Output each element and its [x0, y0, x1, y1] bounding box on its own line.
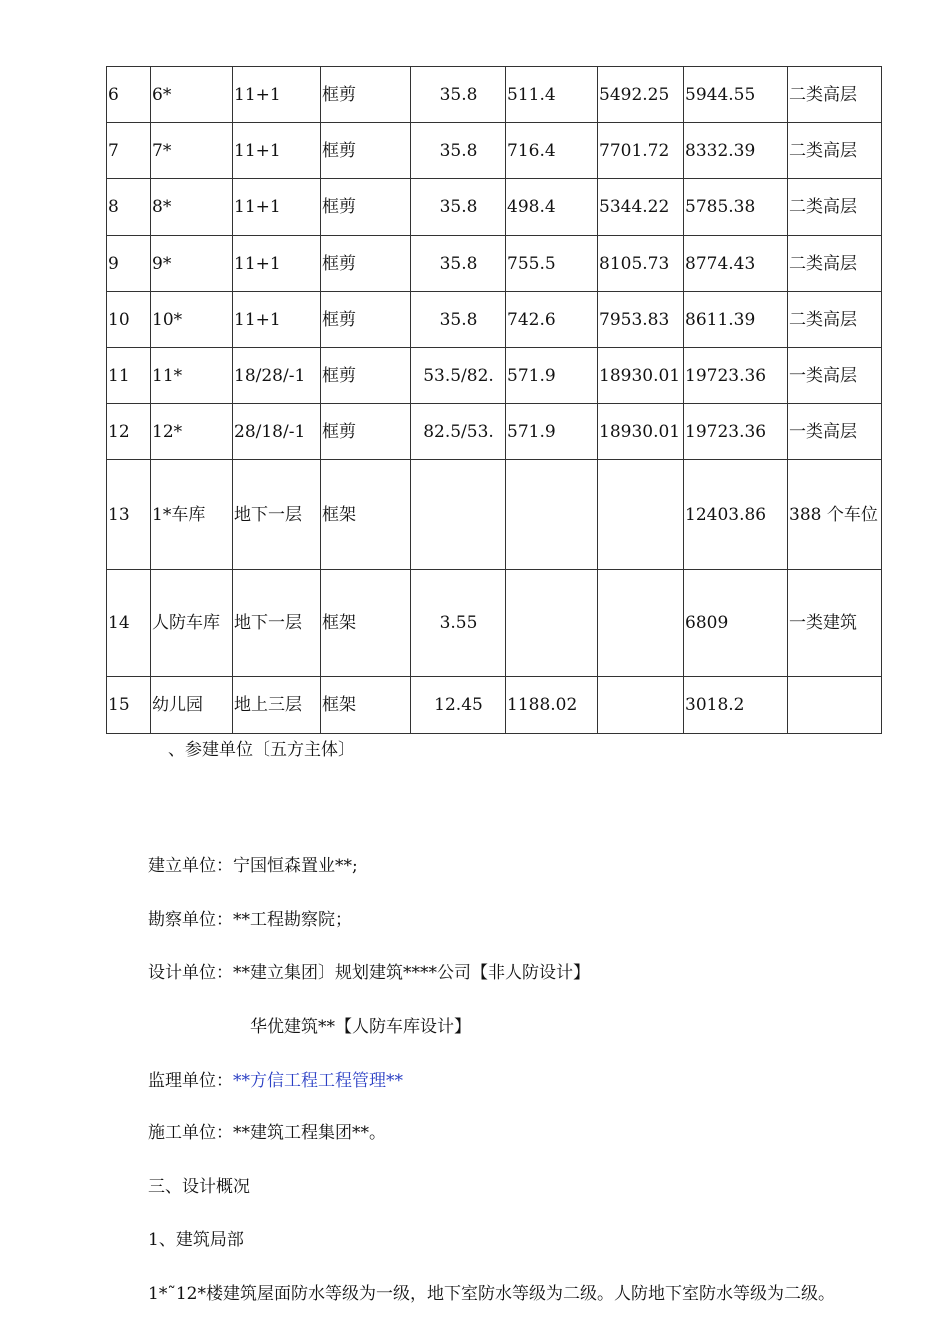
- cell-struct: 框架: [321, 677, 411, 734]
- cell-struct: 框剪: [321, 348, 411, 404]
- cell-category: [788, 677, 882, 734]
- cell-no: 11: [107, 348, 151, 404]
- cell-area-above: [598, 460, 684, 570]
- table-row: [107, 404, 882, 460]
- cell-bldg: 9*: [151, 236, 233, 292]
- cell-bldg: 1*车库: [151, 460, 233, 570]
- supervision-label: 监理单位：: [148, 1071, 233, 1091]
- cell-base-area: 498.4: [506, 179, 598, 236]
- supervision-unit: [148, 1066, 403, 1091]
- cell-total-area: 19723.36: [684, 348, 788, 404]
- cell-area-above: 7953.83: [598, 292, 684, 348]
- cell-floors: 28/18/-1: [233, 404, 321, 460]
- cell-area-above: 5344.22: [598, 179, 684, 236]
- cell-floors: 11+1: [233, 179, 321, 236]
- cell-category: 二类高层: [788, 67, 882, 123]
- cell-bldg: 10*: [151, 292, 233, 348]
- cell-base-area: 511.4: [506, 67, 598, 123]
- cell-floors: 18/28/-1: [233, 348, 321, 404]
- cell-base-area: [506, 570, 598, 677]
- cell-no: 7: [107, 123, 151, 179]
- cell-area-above: 7701.72: [598, 123, 684, 179]
- cell-height: 35.8: [411, 292, 506, 348]
- cell-floors: 地下一层: [233, 570, 321, 677]
- cell-base-area: 571.9: [506, 348, 598, 404]
- cell-struct: 框剪: [321, 123, 411, 179]
- cell-struct: 框剪: [321, 292, 411, 348]
- table-row: [107, 236, 882, 292]
- construction-unit: 施工单位：**建筑工程集团**。: [148, 1123, 386, 1143]
- cell-total-area: 6809: [684, 570, 788, 677]
- cell-no: 14: [107, 570, 151, 677]
- table-row: [107, 67, 882, 123]
- cell-total-area: 8774.43: [684, 236, 788, 292]
- cell-no: 15: [107, 677, 151, 734]
- cell-category: 一类高层: [788, 404, 882, 460]
- cell-height: 35.8: [411, 67, 506, 123]
- cell-height: 53.5/82.: [411, 348, 506, 404]
- cell-no: 13: [107, 460, 151, 570]
- building-table-body: [107, 67, 882, 734]
- table-row: [107, 570, 882, 677]
- cell-total-area: 12403.86: [684, 460, 788, 570]
- supervision-link[interactable]: **方信工程工程管理**: [233, 1071, 403, 1091]
- cell-bldg: 7*: [151, 123, 233, 179]
- cell-struct: 框剪: [321, 67, 411, 123]
- cell-height: 3.55: [411, 570, 506, 677]
- cell-floors: 地上三层: [233, 677, 321, 734]
- cell-base-area: 742.6: [506, 292, 598, 348]
- section2-heading: 、参建单位〔五方主体〕: [168, 740, 355, 760]
- cell-category: 二类高层: [788, 123, 882, 179]
- cell-category: 二类高层: [788, 292, 882, 348]
- cell-height: 12.45: [411, 677, 506, 734]
- cell-base-area: 571.9: [506, 404, 598, 460]
- table-row: [107, 123, 882, 179]
- cell-bldg: 6*: [151, 67, 233, 123]
- cell-area-above: [598, 677, 684, 734]
- cell-category: 二类高层: [788, 179, 882, 236]
- cell-area-above: 18930.01: [598, 348, 684, 404]
- table-row: [107, 348, 882, 404]
- cell-no: 9: [107, 236, 151, 292]
- cell-height: 35.8: [411, 236, 506, 292]
- owner-unit: 建立单位：宁国恒森置业**;: [148, 856, 358, 876]
- cell-no: 8: [107, 179, 151, 236]
- cell-no: 10: [107, 292, 151, 348]
- design-unit-civil-defense: 华优建筑**【人防车库设计】: [250, 1017, 471, 1037]
- subsection1-heading: 1、建筑局部: [148, 1230, 244, 1250]
- cell-bldg: 11*: [151, 348, 233, 404]
- building-table: [106, 66, 882, 734]
- cell-total-area: 5785.38: [684, 179, 788, 236]
- cell-total-area: 8611.39: [684, 292, 788, 348]
- table-row: [107, 179, 882, 236]
- cell-struct: 框剪: [321, 404, 411, 460]
- cell-struct: 框剪: [321, 179, 411, 236]
- waterproof-paragraph: 1*˜12*楼建筑屋面防水等级为一级，地下室防水等级为二级。人防地下室防水等级为二级。: [148, 1284, 835, 1304]
- cell-area-above: 18930.01: [598, 404, 684, 460]
- cell-height: 35.8: [411, 123, 506, 179]
- cell-category: 一类高层: [788, 348, 882, 404]
- cell-total-area: 5944.55: [684, 67, 788, 123]
- table-row: [107, 460, 882, 570]
- cell-struct: 框架: [321, 460, 411, 570]
- cell-total-area: 8332.39: [684, 123, 788, 179]
- cell-struct: 框剪: [321, 236, 411, 292]
- cell-category: 一类建筑: [788, 570, 882, 677]
- cell-bldg: 8*: [151, 179, 233, 236]
- cell-floors: 11+1: [233, 292, 321, 348]
- cell-base-area: 716.4: [506, 123, 598, 179]
- cell-total-area: 3018.2: [684, 677, 788, 734]
- section3-heading: 三、设计概况: [148, 1177, 250, 1197]
- cell-bldg: 12*: [151, 404, 233, 460]
- cell-floors: 11+1: [233, 236, 321, 292]
- cell-floors: 地下一层: [233, 460, 321, 570]
- cell-total-area: 19723.36: [684, 404, 788, 460]
- cell-height: 82.5/53.: [411, 404, 506, 460]
- cell-no: 6: [107, 67, 151, 123]
- cell-base-area: 1188.02: [506, 677, 598, 734]
- cell-struct: 框架: [321, 570, 411, 677]
- cell-height: [411, 460, 506, 570]
- cell-category: 388 个车位: [788, 460, 882, 570]
- cell-bldg: 人防车库: [151, 570, 233, 677]
- cell-base-area: [506, 460, 598, 570]
- cell-area-above: 5492.25: [598, 67, 684, 123]
- cell-floors: 11+1: [233, 67, 321, 123]
- design-unit: 设计单位：**建立集团〕规划建筑****公司【非人防设计】: [148, 963, 590, 983]
- cell-category: 二类高层: [788, 236, 882, 292]
- cell-height: 35.8: [411, 179, 506, 236]
- cell-no: 12: [107, 404, 151, 460]
- cell-area-above: [598, 570, 684, 677]
- cell-base-area: 755.5: [506, 236, 598, 292]
- table-row: [107, 292, 882, 348]
- cell-floors: 11+1: [233, 123, 321, 179]
- table-row: [107, 677, 882, 734]
- survey-unit: 勘察单位：**工程勘察院；: [148, 910, 352, 930]
- cell-area-above: 8105.73: [598, 236, 684, 292]
- cell-bldg: 幼儿园: [151, 677, 233, 734]
